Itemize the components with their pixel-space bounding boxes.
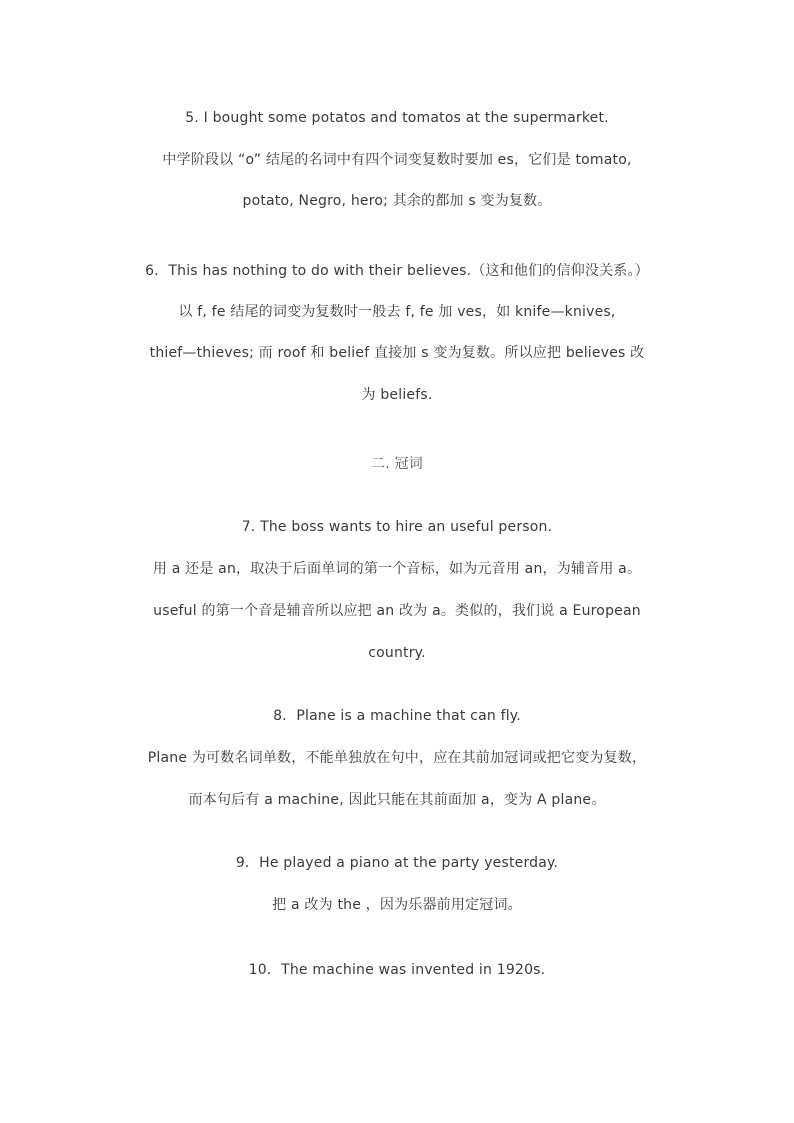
item-9-sentence: 9．He played a piano at the party yesterday. bbox=[235, 855, 559, 871]
item-8-explanation-line-2: 而本句后有 a machine, 因此只能在其前面加 a，变为 A plane。 bbox=[188, 792, 606, 808]
item-7-explanation-line-1: 用 a 还是 an，取决于后面单词的第一个音标，如为元音用 an，为辅音用 a。 bbox=[152, 561, 642, 577]
item-5-sentence: 5. I bought some potatos and tomatos at the supermarket. bbox=[185, 110, 609, 126]
item-5-explanation-line-2: potato, Negro, hero; 其余的都加 s 变为复数。 bbox=[242, 193, 552, 209]
item-9-explanation-line-1: 把 a 改为 the ，因为乐器前用定冠词。 bbox=[272, 897, 522, 913]
item-10-sentence: 10．The machine was invented in 1920s. bbox=[248, 962, 546, 978]
item-8-sentence: 8．Plane is a machine that can fly. bbox=[273, 708, 521, 724]
item-8-explanation-line-1: Plane 为可数名词单数，不能单独放在句中，应在其前加冠词或把它变为复数， bbox=[147, 750, 647, 766]
item-5-explanation-line-1: 中学阶段以 “o” 结尾的名词中有四个词变复数时要加 es，它们是 tomato, bbox=[162, 152, 632, 168]
item-6-explanation-line-2: thief—thieves; 而 roof 和 belief 直接加 s 变为复数。所以应把 believes 改 bbox=[149, 345, 645, 361]
section-heading: 二. 冠词 bbox=[371, 456, 423, 472]
item-6-explanation-line-1: 以 f, fe 结尾的词变为复数时一般去 f, fe 加 ves，如 knife—knives, bbox=[178, 304, 616, 320]
item-7-sentence: 7. The boss wants to hire an useful person. bbox=[241, 519, 553, 535]
item-7-explanation-line-2: useful 的第一个音是辅音所以应把 an 改为 a。类似的，我们说 a European bbox=[153, 603, 641, 619]
item-6-sentence: 6．This has nothing to do with their believes.（这和他们的信仰没关系。） bbox=[145, 263, 649, 279]
item-6-explanation-line-3: 为 beliefs. bbox=[361, 387, 433, 403]
item-7-explanation-line-3: country. bbox=[368, 645, 426, 661]
